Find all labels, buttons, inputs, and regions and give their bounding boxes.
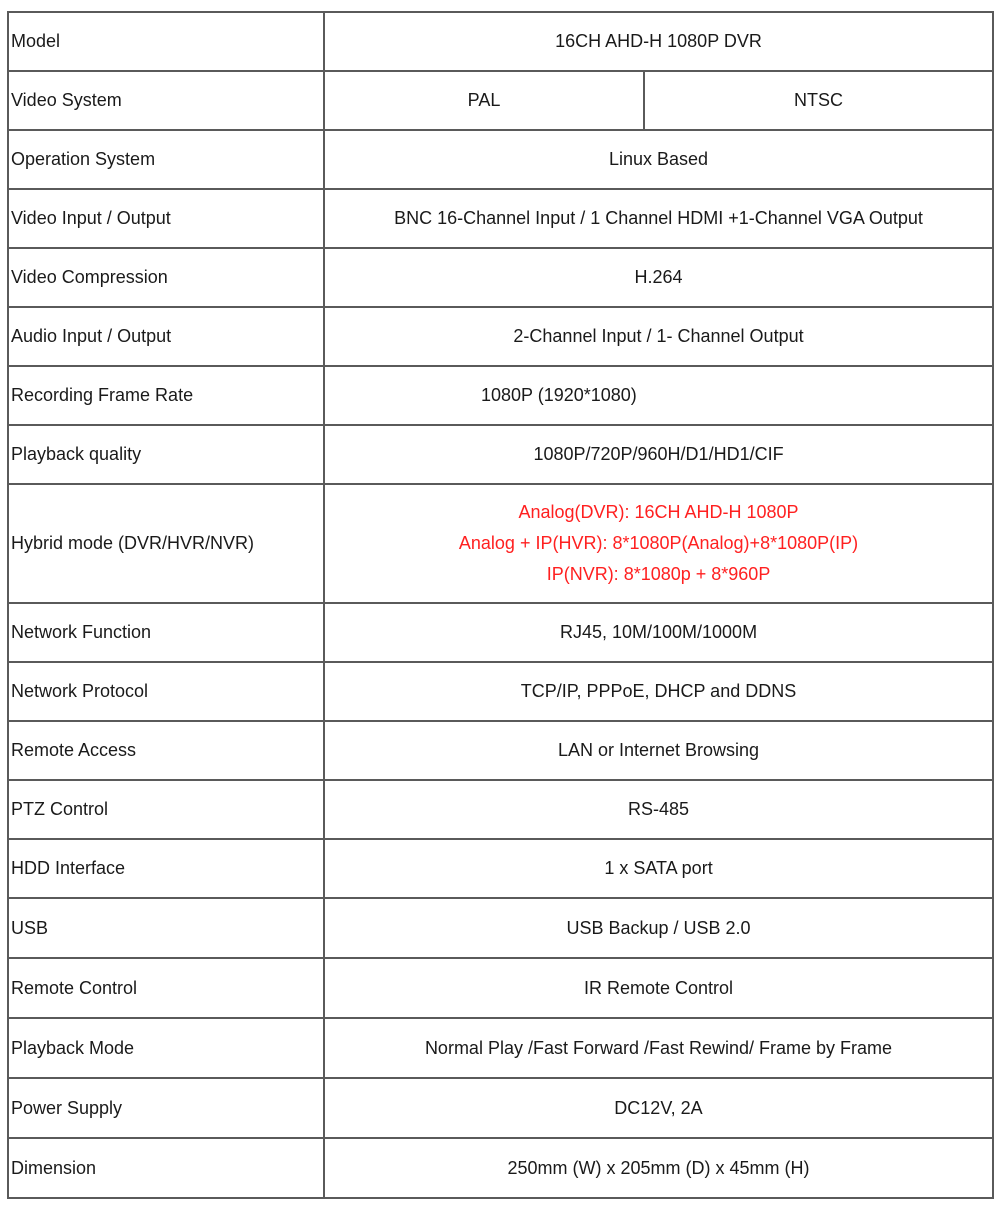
- table-row: [8, 71, 993, 130]
- table-row: [8, 307, 993, 366]
- table-row: [8, 958, 993, 1018]
- table-row: [8, 1138, 993, 1198]
- row-label-hdd-interface: HDD Interface: [8, 839, 324, 898]
- row-value-recording-frame-rate: 1080P (1920*1080): [324, 366, 993, 425]
- row-value-power-supply: DC12V, 2A: [324, 1078, 993, 1138]
- hybrid-line-dvr: Analog(DVR): 16CH AHD-H 1080P: [518, 502, 799, 522]
- row-value-network-function: RJ45, 10M/100M/1000M: [324, 603, 993, 662]
- row-label-power-supply: Power Supply: [8, 1078, 324, 1138]
- row-label-remote-control: Remote Control: [8, 958, 324, 1018]
- table-row: [8, 603, 993, 662]
- row-label-network-protocol: Network Protocol: [8, 662, 324, 721]
- row-value-hdd-interface: 1 x SATA port: [324, 839, 993, 898]
- row-label-network-function: Network Function: [8, 603, 324, 662]
- row-value-hybrid-mode: [324, 484, 993, 603]
- table-row: [8, 484, 993, 603]
- row-label-audio-io: Audio Input / Output: [8, 307, 324, 366]
- row-label-hybrid-mode: Hybrid mode (DVR/HVR/NVR): [8, 484, 324, 603]
- table-row: [8, 839, 993, 898]
- table-row: [8, 1018, 993, 1078]
- row-value-model: 16CH AHD-H 1080P DVR: [324, 12, 993, 71]
- row-value-video-io: BNC 16-Channel Input / 1 Channel HDMI +1-Channel VGA Output: [324, 189, 993, 248]
- row-value-audio-io: 2-Channel Input / 1- Channel Output: [324, 307, 993, 366]
- row-value-network-protocol: TCP/IP, PPPoE, DHCP and DDNS: [324, 662, 993, 721]
- table-row: [8, 721, 993, 780]
- table-row: [8, 189, 993, 248]
- row-label-ptz-control: PTZ Control: [8, 780, 324, 839]
- row-value-playback-mode: Normal Play /Fast Forward /Fast Rewind/ Frame by Frame: [324, 1018, 993, 1078]
- table-row: [8, 248, 993, 307]
- row-value-usb: USB Backup / USB 2.0: [324, 898, 993, 958]
- row-value-remote-control: IR Remote Control: [324, 958, 993, 1018]
- row-value-dimension: 250mm (W) x 205mm (D) x 45mm (H): [324, 1138, 993, 1198]
- row-value-remote-access: LAN or Internet Browsing: [324, 721, 993, 780]
- row-label-operation-system: Operation System: [8, 130, 324, 189]
- table-row: [8, 12, 993, 71]
- table-row: [8, 898, 993, 958]
- hybrid-line-hvr: Analog + IP(HVR): 8*1080P(Analog)+8*1080P(IP): [458, 533, 859, 553]
- row-label-model: Model: [8, 12, 324, 71]
- row-value-operation-system: Linux Based: [324, 130, 993, 189]
- row-label-video-io: Video Input / Output: [8, 189, 324, 248]
- spec-table: [7, 11, 994, 1199]
- hybrid-line-nvr: IP(NVR): 8*1080p + 8*960P: [546, 564, 771, 584]
- row-value-video-compression: H.264: [324, 248, 993, 307]
- row-label-recording-frame-rate: Recording Frame Rate: [8, 366, 324, 425]
- row-label-video-compression: Video Compression: [8, 248, 324, 307]
- table-row: [8, 780, 993, 839]
- row-value-playback-quality: 1080P/720P/960H/D1/HD1/CIF: [324, 425, 993, 484]
- row-label-remote-access: Remote Access: [8, 721, 324, 780]
- row-value-pal: PAL: [324, 71, 644, 130]
- row-value-ptz-control: RS-485: [324, 780, 993, 839]
- row-value-ntsc: NTSC: [644, 71, 993, 130]
- table-row: [8, 662, 993, 721]
- table-row: [8, 130, 993, 189]
- row-label-playback-quality: Playback quality: [8, 425, 324, 484]
- row-label-playback-mode: Playback Mode: [8, 1018, 324, 1078]
- table-row: [8, 366, 993, 425]
- table-row: [8, 425, 993, 484]
- row-label-usb: USB: [8, 898, 324, 958]
- row-label-video-system: Video System: [8, 71, 324, 130]
- table-row: [8, 1078, 993, 1138]
- row-label-dimension: Dimension: [8, 1138, 324, 1198]
